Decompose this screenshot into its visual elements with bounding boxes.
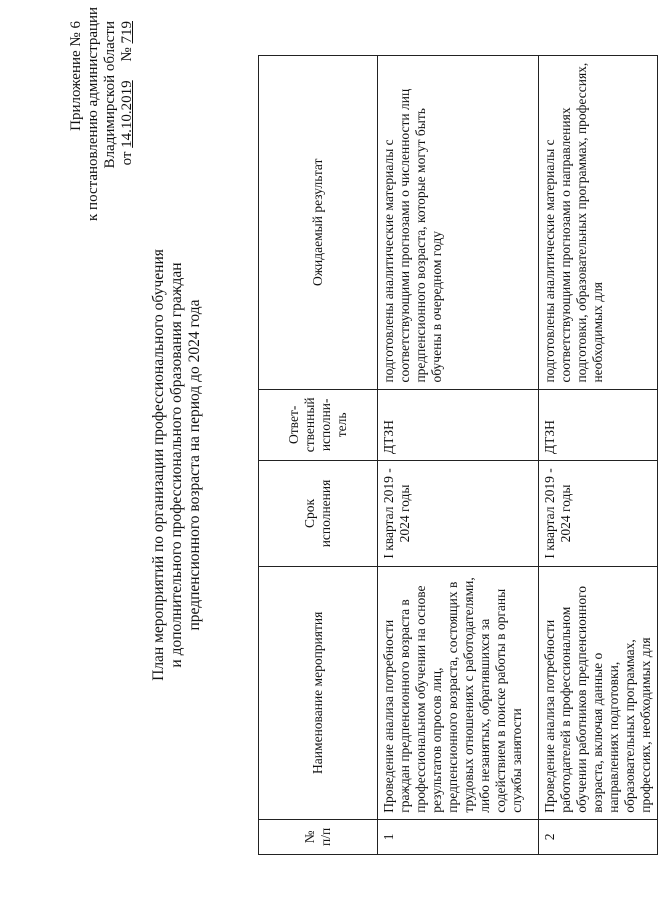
appendix-block	[68, 6, 136, 221]
appendix-number: Приложение № 6	[68, 21, 84, 131]
resolution-number: 719	[119, 21, 135, 44]
row-resp: ДТЗН	[378, 389, 539, 461]
resolution-date: 14.10.2019	[119, 80, 135, 148]
appendix-region: Владимирской области	[102, 21, 118, 169]
row-num: 2	[539, 819, 658, 854]
row-result: подготовлены аналитические материалы с соответствующими прогнозами о направлениях подготовки, образовательных программах, профессиях, необходимых для	[539, 56, 658, 390]
header-name: Наименование мероприятия	[259, 566, 378, 819]
row-num: 1	[378, 819, 539, 854]
row-term: I квартал 2019 - 2024 годы	[378, 461, 539, 567]
row-term: I квартал 2019 - 2024 годы	[539, 461, 658, 567]
header-result: Ожидаемый результат	[259, 56, 378, 390]
title-line-3: предпенсионного возраста на период до 2024 года	[186, 299, 203, 631]
title-line-1: План мероприятий по организации профессионального обучения	[150, 249, 167, 681]
row-name: Проведение анализа потребности работодателей в профессиональном обучении работников предпенсионного возраста, включая данные о направлениях подготовки, образовательных программах, профессиях, необходимых для	[539, 566, 658, 819]
row-name: Проведение анализа потребности граждан предпенсионного возраста в профессиональном обучении на основе результатов опросов лиц, предпенсионного возраста, состоящих в трудовых отношениях с работодателями, либо незанятых, обратившихся за содействием в поиске работы в органы службы занятости	[378, 566, 539, 819]
table-header-row	[259, 56, 378, 855]
row-result: подготовлены аналитические материалы с соответствующими прогнозами о численности лиц предпенсионного возраста, которые могут быть обучены в очередном году	[378, 56, 539, 390]
table-row	[378, 56, 539, 855]
date-prefix: от	[119, 151, 135, 166]
header-term: Срок исполнения	[259, 461, 378, 567]
row-resp: ДТЗН	[539, 389, 658, 461]
appendix-date-line	[119, 21, 136, 221]
table-row	[539, 56, 658, 855]
appendix-resolution: к постановлению администрации	[85, 6, 101, 221]
header-resp: Ответ-ственный исполни-тель	[259, 389, 378, 461]
measures-table	[258, 55, 658, 855]
header-num: № п/п	[259, 819, 378, 854]
document-title	[150, 175, 204, 755]
title-line-2: и дополнительного профессионального образования граждан	[168, 262, 185, 668]
number-label: №	[119, 47, 135, 62]
